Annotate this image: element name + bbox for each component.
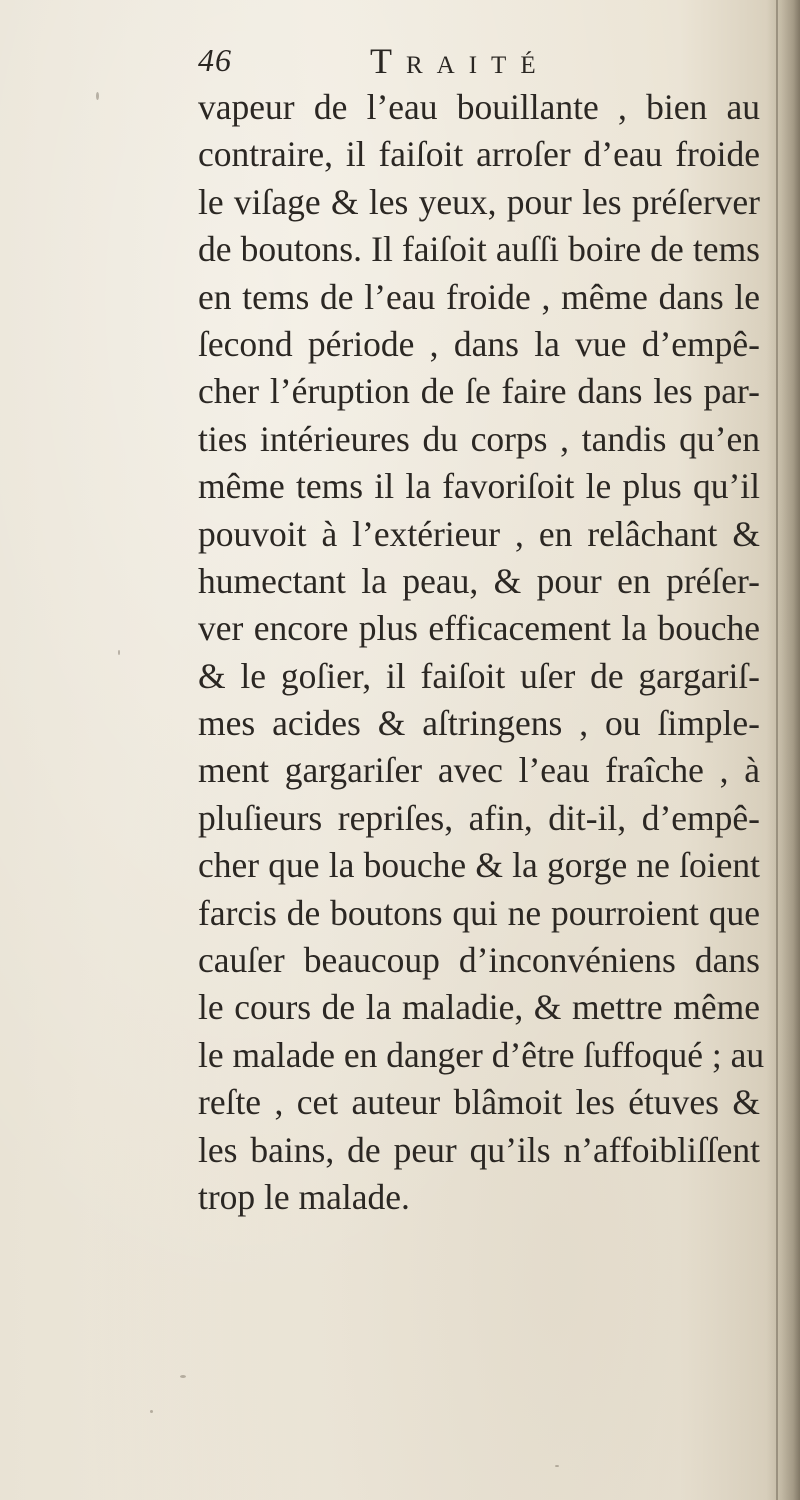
text-line: vapeur de l’eau bouillante , bien au — [198, 87, 760, 127]
text-line: même tems il la favoriſoit le plus qu’il — [198, 466, 760, 507]
text-line: le malade en danger d’être ſuffoqué ; au — [198, 1034, 765, 1075]
page-number: 46 — [198, 42, 232, 78]
text-line: trop le malade. — [198, 1176, 410, 1217]
text-line: ment gargariſer avec l’eau fraîche , à — [198, 750, 760, 791]
body-text — [198, 84, 765, 1221]
text-line: mes acides & aſtringens , ou ſimple- — [198, 703, 760, 744]
text-line: contraire, il faiſoit arroſer d’eau froide — [198, 134, 760, 175]
paper-speck — [96, 92, 99, 100]
text-line: reſte , cet auteur blâmoit les étuves & — [198, 1082, 760, 1123]
text-line: en tems de l’eau froide , même dans le — [198, 276, 760, 317]
text-line: ver encore plus efficacement la bouche — [198, 608, 760, 649]
text-line: de boutons. Il faiſoit auſſi boire de tems — [198, 229, 760, 270]
text-line: les bains, de peur qu’ils n’affoibliſſent — [198, 1129, 760, 1170]
text-line: & le goſier, il faiſoit uſer de gargariſ- — [198, 655, 760, 696]
paper-speck — [555, 1465, 559, 1467]
text-line: ties intérieures du corps , tandis qu’en — [198, 418, 760, 459]
text-line: ſecond période , dans la vue d’empê- — [198, 323, 760, 364]
text-line: pluſieurs repriſes, afin, dit-il, d’empê- — [198, 797, 760, 838]
text-line: le viſage & les yeux, pour les préſerver — [198, 181, 760, 222]
text-line: farcis de boutons qui ne pourroient que — [198, 892, 760, 933]
page-edge-shadow — [766, 0, 800, 1500]
page-edge-line — [776, 0, 778, 1500]
paper-speck — [180, 1375, 186, 1378]
text-line: cher l’éruption de ſe faire dans les par- — [198, 371, 760, 412]
text-line: cher que la bouche & la gorge ne ſoient — [198, 845, 760, 886]
paper-speck — [150, 1410, 153, 1413]
text-line: cauſer beaucoup d’inconvéniens dans — [198, 940, 760, 981]
page-header — [198, 40, 758, 90]
paper-speck — [118, 650, 120, 655]
text-line: pouvoit à l’extérieur , en relâchant & — [198, 513, 760, 554]
running-title: Traité — [370, 41, 550, 81]
text-line: le cours de la maladie, & mettre même — [198, 987, 760, 1028]
text-line: humectant la peau, & pour en préſer- — [198, 560, 760, 601]
